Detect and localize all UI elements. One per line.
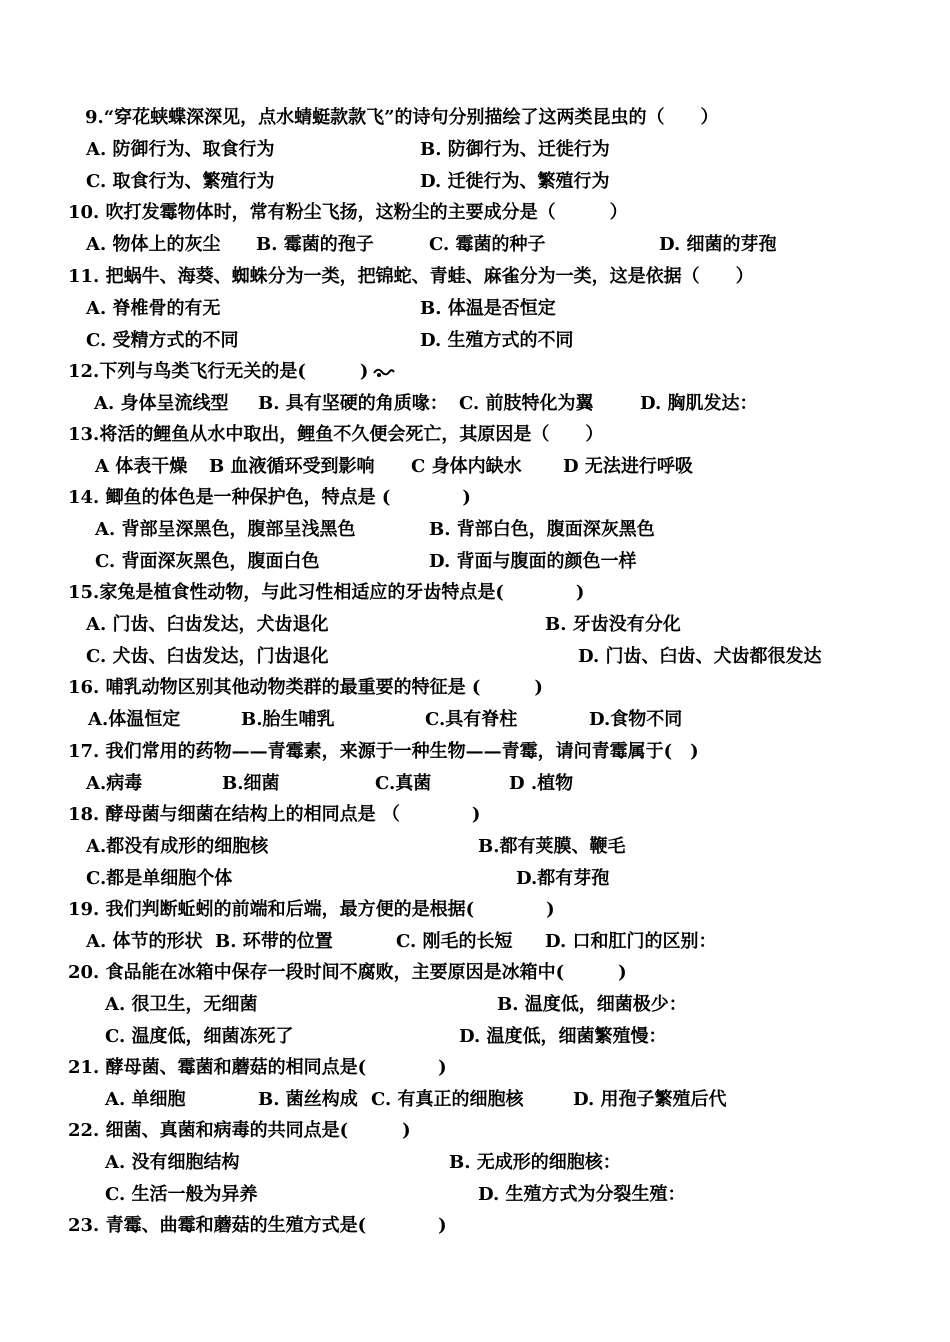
option: B. 环带的位置 bbox=[215, 931, 333, 952]
option: D. 迁徙行为、繁殖行为 bbox=[420, 171, 610, 192]
option: B. 牙齿没有分化 bbox=[545, 614, 681, 635]
option: C. 有真正的细胞核 bbox=[371, 1089, 524, 1110]
question-stem: 11. 把蜗牛、海葵、蜘蛛分为一类，把锦蛇、青蛙、麻雀分为一类，这是依据（ ） bbox=[68, 266, 754, 287]
question-stem: 17. 我们常用的药物——青霉素，来源于一种生物——青霉，请问青霉属于( ) bbox=[68, 741, 699, 762]
option: A.都没有成形的细胞核 bbox=[86, 836, 269, 857]
option: D. 胸肌发达： bbox=[640, 393, 758, 414]
option: C. 霉菌的种子 bbox=[429, 234, 546, 255]
option: B.胎生哺乳 bbox=[241, 709, 335, 730]
question-stem: 13.将活的鲤鱼从水中取出，鲤鱼不久便会死亡，其原因是（ ） bbox=[68, 424, 604, 445]
option: C 身体内缺水 bbox=[411, 456, 522, 477]
question-stem: 23. 青霉、曲霉和蘑菇的生殖方式是( ) bbox=[68, 1215, 447, 1236]
option: C. 取食行为、繁殖行为 bbox=[86, 171, 275, 192]
option: A. 防御行为、取食行为 bbox=[86, 139, 275, 160]
option: C. 受精方式的不同 bbox=[86, 330, 239, 351]
option: A. 很卫生，无细菌 bbox=[105, 994, 258, 1015]
question-stem: 9.“穿花蛱蝶深深见，点水蜻蜓款款飞”的诗句分别描绘了这两类昆虫的（ ） bbox=[85, 107, 719, 128]
option: A. 脊椎骨的有无 bbox=[86, 298, 221, 319]
option: D 无法进行呼吸 bbox=[563, 456, 693, 477]
option: D.食物不同 bbox=[589, 709, 683, 730]
option: A. 身体呈流线型 bbox=[94, 393, 229, 414]
option: A. 背部呈深黑色，腹部呈浅黑色 bbox=[95, 519, 356, 540]
option: D. 背面与腹面的颜色一样 bbox=[429, 551, 637, 572]
option: C.真菌 bbox=[375, 773, 432, 794]
question-stem: 16. 哺乳动物区别其他动物类群的最重要的特征是 ( ) bbox=[68, 677, 543, 698]
option: B.都有荚膜、鞭毛 bbox=[478, 836, 626, 857]
option: B. 菌丝构成 bbox=[258, 1089, 358, 1110]
option: C. 生活一般为异养 bbox=[105, 1184, 258, 1205]
option: B. 温度低，细菌极少： bbox=[497, 994, 687, 1015]
option: A. 物体上的灰尘 bbox=[86, 234, 221, 255]
option: D. 口和肛门的区别： bbox=[545, 931, 717, 952]
option: A.体温恒定 bbox=[88, 709, 181, 730]
question-stem: 14. 鲫鱼的体色是一种保护色，特点是 ( ) bbox=[68, 487, 471, 508]
question-stem: 10. 吹打发霉物体时，常有粉尘飞扬，这粉尘的主要成分是（ ） bbox=[68, 202, 628, 223]
option: B. 具有坚硬的角质喙： bbox=[258, 393, 448, 414]
option: A. 体节的形状 bbox=[86, 931, 203, 952]
option: C. 前肢特化为翼 bbox=[459, 393, 594, 414]
option: A. 门齿、臼齿发达，犬齿退化 bbox=[86, 614, 329, 635]
option: D .植物 bbox=[509, 773, 574, 794]
option: D.都有芽孢 bbox=[516, 868, 610, 889]
option: C. 背面深灰黑色，腹面白色 bbox=[95, 551, 320, 572]
option: B. 霉菌的孢子 bbox=[256, 234, 374, 255]
question-stem: 20. 食品能在冰箱中保存一段时间不腐败，主要原因是冰箱中( ) bbox=[68, 962, 627, 983]
option: A. 没有细胞结构 bbox=[105, 1152, 240, 1173]
question-stem: 12.下列与鸟类飞行无关的是( ) bbox=[68, 361, 369, 382]
question-stem: 19. 我们判断蚯蚓的前端和后端，最方便的是根据( ) bbox=[68, 899, 555, 920]
option: B.细菌 bbox=[222, 773, 280, 794]
option: C. 刚毛的长短 bbox=[396, 931, 513, 952]
option: B. 背部白色，腹面深灰黑色 bbox=[429, 519, 655, 540]
option: B. 体温是否恒定 bbox=[420, 298, 556, 319]
question-stem: 21. 酵母菌、霉菌和蘑菇的相同点是( ) bbox=[68, 1057, 447, 1078]
bird-mark-icon bbox=[373, 366, 395, 383]
option: C. 犬齿、臼齿发达，门齿退化 bbox=[86, 646, 329, 667]
option: D. 生殖方式的不同 bbox=[420, 330, 574, 351]
option: D. 温度低，细菌繁殖慢： bbox=[459, 1026, 667, 1047]
option: B 血液循环受到影响 bbox=[209, 456, 375, 477]
question-stem: 22. 细菌、真菌和病毒的共同点是( ) bbox=[68, 1120, 411, 1141]
option: A 体表干燥 bbox=[95, 456, 188, 477]
option: A. 单细胞 bbox=[105, 1089, 186, 1110]
option: B. 防御行为、迁徙行为 bbox=[420, 139, 610, 160]
option: D. 生殖方式为分裂生殖： bbox=[478, 1184, 686, 1205]
option: C.都是单细胞个体 bbox=[86, 868, 233, 889]
question-stem: 15.家兔是植食性动物，与此习性相适应的牙齿特点是( ) bbox=[68, 582, 585, 603]
option: A.病毒 bbox=[86, 773, 143, 794]
option: B. 无成形的细胞核： bbox=[449, 1152, 621, 1173]
option: C.具有脊柱 bbox=[425, 709, 518, 730]
option: D. 用孢子繁殖后代 bbox=[573, 1089, 727, 1110]
option: D. 细菌的芽孢 bbox=[659, 234, 777, 255]
option: C. 温度低，细菌冻死了 bbox=[105, 1026, 294, 1047]
option: D. 门齿、臼齿、犬齿都很发达 bbox=[578, 646, 822, 667]
question-stem: 18. 酵母菌与细菌在结构上的相同点是 （ ) bbox=[68, 804, 481, 825]
